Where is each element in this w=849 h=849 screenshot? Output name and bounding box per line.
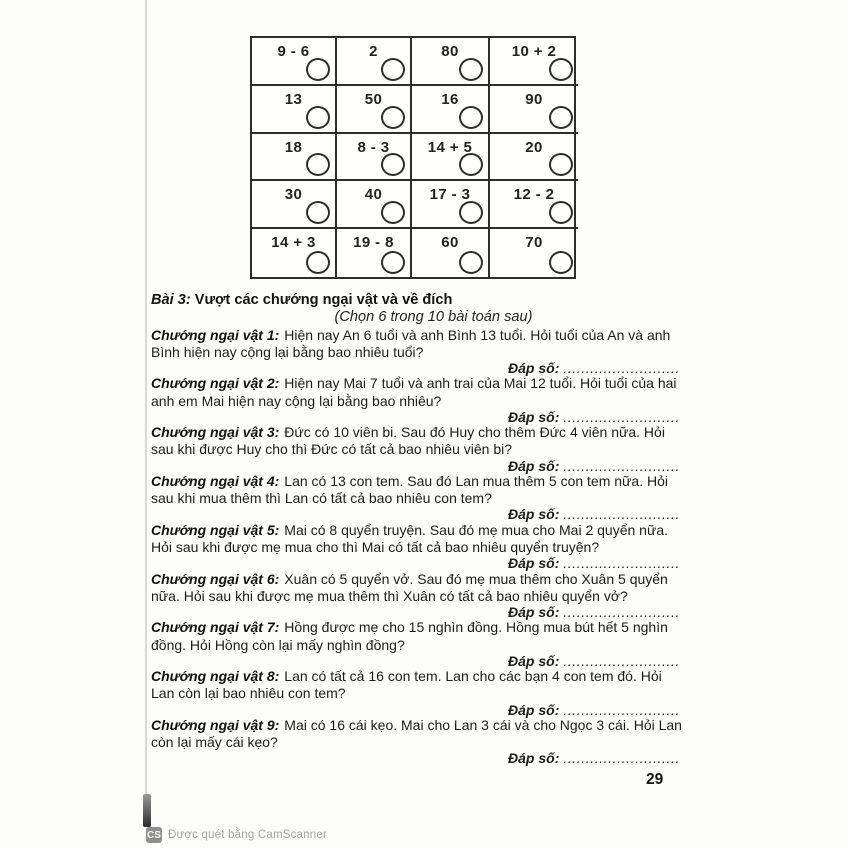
- answer-label: Đáp số:: [508, 750, 560, 767]
- answer-circle: [459, 153, 483, 176]
- cell-value: 12 - 2: [513, 186, 555, 204]
- answer-circle: [549, 153, 573, 176]
- problem-text: Hiện nay Mai 7 tuổi và anh trai của Mai 12 tuổi. Hỏi tuổi của hai anh em Mai hiện nay cộng lại bằng bao nhiêu?: [151, 375, 677, 409]
- answer-circle: [306, 201, 330, 224]
- cell-value: 9 - 6: [277, 43, 310, 60]
- table-cell: [412, 181, 490, 229]
- camscanner-text: Được quét bằng CamScanner: [168, 829, 327, 841]
- problem-text: Mai có 16 cái kẹo. Mai cho Lan 3 cái và cho Ngọc 3 cái. Hỏi Lan còn lại mấy cái kẹo?: [151, 717, 682, 751]
- answer-dots: ..........................: [563, 603, 680, 620]
- answer-label: Đáp số:: [508, 506, 560, 523]
- answer-line: [151, 751, 682, 765]
- table-cell: [412, 86, 490, 134]
- table-cell: [412, 229, 490, 277]
- answer-label: Đáp số:: [508, 555, 560, 572]
- answer-line: [151, 556, 682, 570]
- cell-value: 70: [525, 234, 543, 252]
- table-cell: [337, 134, 412, 182]
- problem-label: Chướng ngại vật 1:: [151, 326, 280, 343]
- table-cell: [252, 229, 337, 277]
- answer-dots: ..........................: [563, 359, 680, 376]
- problem-text: Đức có 10 viên bi. Sau đó Huy cho thêm Đức 4 viên nữa. Hỏi sau khi được Huy cho thì Đức có tất cả bao nhiêu viên bi?: [151, 424, 665, 458]
- table-cell: [412, 38, 490, 86]
- table-cell: [490, 181, 578, 229]
- answer-dots: ..........................: [563, 750, 680, 767]
- table-cell: [252, 38, 337, 86]
- cell-value: 50: [364, 90, 383, 108]
- problem-label: Chướng ngại vật 4:: [151, 472, 280, 489]
- cell-value: 60: [441, 234, 459, 252]
- cell-value: 40: [364, 186, 383, 204]
- cell-value: 90: [525, 90, 543, 108]
- cell-value: 14 + 3: [271, 234, 316, 252]
- problem-label: Chướng ngại vật 3:: [151, 424, 280, 441]
- answer-circle: [459, 201, 483, 224]
- table-cell: [337, 229, 412, 277]
- scan-smudge-artifact: [143, 794, 151, 827]
- answer-label: Đáp số:: [508, 701, 560, 718]
- problem-5: [151, 522, 682, 571]
- answer-circle: [381, 58, 405, 81]
- answer-label: Đáp số:: [508, 652, 560, 669]
- answer-dots: ..........................: [563, 555, 680, 572]
- matching-number-table: [250, 36, 576, 279]
- cell-value: 80: [441, 43, 459, 60]
- answer-dots: ..........................: [563, 701, 680, 718]
- answer-circle: [549, 106, 573, 129]
- cell-value: 2: [369, 43, 378, 60]
- answer-circle: [459, 251, 483, 274]
- answer-label: Đáp số:: [508, 408, 560, 425]
- problem-8: [151, 668, 682, 717]
- problem-text: Hiện nay An 6 tuổi và anh Bình 13 tuổi. Hỏi tuổi của An và anh Bình hiện nay cộng lại bằng bao nhiêu tuổi?: [151, 326, 671, 360]
- problem-9: [151, 717, 682, 766]
- problem-label: Chướng ngại vật 7:: [151, 619, 280, 636]
- cell-value: 18: [284, 138, 303, 156]
- answer-circle: [549, 58, 573, 81]
- answer-line: [151, 507, 682, 521]
- answer-label: Đáp số:: [508, 603, 560, 620]
- problem-label: Chướng ngại vật 9:: [151, 717, 280, 733]
- table-cell: [337, 181, 412, 229]
- answer-dots: ..........................: [563, 652, 680, 669]
- answer-circle: [459, 58, 483, 81]
- answer-line: [151, 361, 682, 375]
- exercise-title-label: Bài 3:: [151, 292, 191, 308]
- exercise-title: [151, 291, 682, 309]
- table-cell: [252, 134, 337, 182]
- answer-circle: [549, 201, 573, 224]
- problem-text: Mai có 8 quyển truyện. Sau đó mẹ mua cho Mai 2 quyển nữa. Hỏi sau khi được mẹ mua cho thì Mai có tất cả bao nhiêu quyển truyện?: [151, 521, 668, 555]
- exercise-content: [151, 291, 682, 766]
- answer-dots: ..........................: [563, 408, 680, 425]
- page-number: 29: [646, 771, 664, 788]
- table-cell: [337, 38, 412, 86]
- answer-label: Đáp số:: [508, 457, 560, 474]
- problem-text: Lan có tất cả 16 con tem. Lan cho các bạn 4 con tem đó. Hỏi Lan còn lại bao nhiêu con tem?: [151, 668, 662, 702]
- page-binding-line: [145, 0, 147, 800]
- problem-label: Chướng ngại vật 6:: [151, 570, 280, 587]
- table-cell: [490, 134, 578, 182]
- table-cell: [490, 229, 578, 277]
- problem-label: Chướng ngại vật 2:: [151, 375, 280, 392]
- answer-label: Đáp số:: [508, 359, 560, 376]
- answer-circle: [459, 106, 483, 129]
- problem-4: [151, 473, 682, 522]
- problem-6: [151, 571, 682, 620]
- table-cell: [252, 86, 337, 134]
- problem-label: Chướng ngại vật 5:: [151, 521, 280, 538]
- cell-value: 10 + 2: [511, 43, 557, 60]
- cell-value: 20: [525, 138, 543, 156]
- cell-value: 14 + 5: [427, 138, 473, 156]
- answer-line: [151, 654, 682, 668]
- answer-dots: ..........................: [563, 506, 680, 523]
- cell-value: 13: [284, 90, 303, 108]
- table-cell: [490, 86, 578, 134]
- answer-circle: [549, 251, 573, 274]
- problem-1: [151, 327, 682, 376]
- answer-circle: [306, 58, 330, 81]
- answer-circle: [306, 106, 330, 129]
- cell-value: 30: [284, 186, 303, 204]
- problem-text: Hồng được mẹ cho 15 nghìn đồng. Hồng mua bút hết 5 nghìn đồng. Hỏi Hồng còn lại mấy nghìn đồng?: [151, 619, 668, 653]
- answer-circle: [381, 153, 405, 176]
- problem-text: Xuân có 5 quyển vở. Sau đó mẹ mua thêm cho Xuân 5 quyển nữa. Hỏi sau khi được mẹ mua thêm thì Xuân có tất cả bao nhiêu quyển vở?: [151, 570, 668, 604]
- table-cell: [252, 181, 337, 229]
- answer-dots: ..........................: [563, 457, 680, 474]
- problem-3: [151, 424, 682, 473]
- answer-line: [151, 605, 682, 619]
- cell-value: 8 - 3: [357, 138, 390, 156]
- problem-7: [151, 619, 682, 668]
- table-cell: [337, 86, 412, 134]
- table-cell: [490, 38, 578, 86]
- answer-line: [151, 459, 682, 473]
- answer-circle: [381, 106, 405, 129]
- answer-circle: [306, 153, 330, 176]
- cell-value: 19 - 8: [353, 234, 394, 252]
- problem-label: Chướng ngại vật 8:: [151, 668, 280, 685]
- problem-text: Lan có 13 con tem. Sau đó Lan mua thêm 5 con tem nữa. Hỏi sau khi mua thêm thì Lan có tất cả bao nhiêu con tem?: [151, 472, 669, 507]
- camscanner-watermark: [146, 827, 327, 843]
- answer-line: [151, 410, 682, 424]
- answer-line: [151, 703, 682, 717]
- cell-value: 17 - 3: [429, 186, 471, 204]
- problem-2: [151, 375, 682, 424]
- exercise-subtitle: (Chọn 6 trong 10 bài toán sau): [334, 309, 533, 325]
- cell-value: 16: [441, 90, 459, 108]
- answer-circle: [306, 251, 330, 274]
- table-cell: [412, 134, 490, 182]
- camscanner-icon: CS: [146, 827, 162, 843]
- answer-circle: [381, 251, 405, 274]
- exercise-title-text: Vượt các chướng ngại vật và về đích: [194, 292, 453, 308]
- answer-circle: [381, 201, 405, 224]
